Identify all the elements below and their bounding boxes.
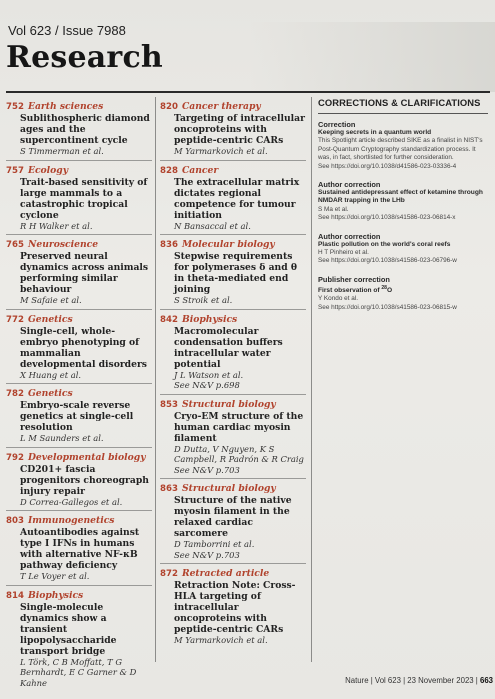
- article-authors: S Timmerman et al.: [20, 146, 104, 156]
- page-number: 803: [6, 516, 24, 526]
- correction-item[interactable]: [318, 275, 488, 312]
- volume-issue: Vol 623 / Issue 7988: [8, 23, 126, 38]
- section-label: Ecology: [27, 164, 69, 176]
- section-label: Cancer therapy: [181, 101, 261, 112]
- page-number: 820: [160, 102, 178, 112]
- toc-entry[interactable]: [6, 511, 152, 586]
- page-number: 836: [160, 240, 178, 250]
- article-title: Retraction Note: Cross-HLA targeting of intracellular oncoproteins with peptide-centric CARs: [174, 580, 296, 635]
- correction-type: Author correction: [318, 231, 381, 241]
- section-label: Retracted article: [181, 568, 270, 579]
- page-number: 828: [160, 165, 178, 176]
- section-label: Neuroscience: [27, 239, 99, 250]
- footer-page-number: 663: [479, 676, 493, 685]
- toc-entry[interactable]: [6, 384, 152, 448]
- section-label: Biophysics: [27, 589, 84, 601]
- page-footer: Nature | Vol 623 | 23 November 2023 | 663: [345, 676, 493, 685]
- section-label: Molecular biology: [181, 239, 275, 250]
- toc-entry[interactable]: [160, 310, 306, 395]
- toc-entry[interactable]: [160, 97, 306, 161]
- article-title: Single-molecule dynamics show a transient lipopolysaccharide transport bridge: [20, 601, 117, 657]
- contents-column-1: [6, 97, 152, 691]
- toc-entry[interactable]: [6, 310, 152, 385]
- article-authors: N Bansaccal et al.: [174, 220, 251, 231]
- section-label: Genetics: [27, 313, 73, 325]
- page-number: 814: [6, 590, 24, 601]
- contents-column-2: [160, 97, 306, 649]
- correction-authors: S Ma et al.: [318, 205, 349, 213]
- corrections-heading: CORRECTIONS & CLARIFICATIONS: [318, 97, 481, 108]
- bleed-through-shadow: [250, 22, 495, 92]
- article-authors: L Törk, C B Moffatt, T G Bernhardt, E C Garner & D Kahne: [20, 656, 137, 688]
- page-number: 772: [6, 314, 24, 325]
- article-authors: L M Saunders et al.: [20, 433, 104, 443]
- section-label: Developmental biology: [27, 451, 146, 463]
- article-authors: D Tamborrini et al.: [174, 539, 255, 549]
- section-label: Genetics: [27, 388, 73, 399]
- article-authors: T Le Voyer et al.: [20, 571, 90, 581]
- page-number: 752: [6, 102, 24, 112]
- correction-title: [318, 284, 488, 296]
- article-authors: D Correa-Gallegos et al.: [20, 496, 123, 507]
- article-title: Sublithospheric diamond ages and the supercontinent cycle: [20, 113, 150, 146]
- correction-item[interactable]: [318, 120, 488, 171]
- page-title: Research: [6, 40, 163, 75]
- article-title: Cryo-EM structure of the human cardiac myosin filament: [174, 410, 304, 444]
- section-label: Structural biology: [181, 483, 276, 494]
- article-title: Targeting of intracellular oncoproteins with peptide-centric CARs: [174, 113, 305, 146]
- page-number: 782: [6, 389, 24, 399]
- corrections-rule: [318, 113, 488, 114]
- see-reference: See N&V p.698: [174, 380, 240, 390]
- correction-link: See https://doi.org/10.1038/s41586-023-06815-w: [318, 303, 457, 311]
- correction-title-text: First observation of: [318, 287, 382, 295]
- correction-title-superscript: 28: [381, 284, 387, 291]
- article-title: CD201+ fascia progenitors choreograph injury repair: [20, 463, 149, 497]
- page-number: 792: [6, 452, 24, 463]
- article-title: Structure of the native myosin filament in the relaxed cardiac sarcomere: [174, 495, 292, 539]
- section-label: Cancer: [181, 164, 219, 176]
- see-reference: See N&V p.703: [174, 549, 240, 560]
- article-authors: D Dutta, V Nguyen, K S Campbell, R Padrón & R Craig: [174, 443, 304, 464]
- article-authors: M Safaie et al.: [20, 295, 82, 305]
- toc-entry[interactable]: [6, 586, 152, 692]
- article-title: Trait-based sensitivity of large mammals to a catastrophic tropical cyclone: [20, 176, 148, 221]
- correction-title: Plastic pollution on the world's coral reefs: [318, 240, 451, 248]
- correction-link: See https://doi.org/10.1038/s41586-023-06814-x: [318, 214, 456, 222]
- article-authors: X Huang et al.: [20, 369, 82, 380]
- column-divider: [311, 97, 312, 662]
- article-authors: R H Walker et al.: [20, 220, 93, 231]
- article-title: Embryo-scale reverse genetics at single-cell resolution: [20, 400, 134, 433]
- see-reference: See N&V p.703: [174, 464, 240, 475]
- column-divider: [155, 97, 156, 662]
- corrections-column: [318, 97, 488, 321]
- section-label: Earth sciences: [27, 101, 104, 112]
- toc-entry[interactable]: [160, 161, 306, 236]
- correction-type: Author correction: [318, 180, 381, 190]
- correction-type: Publisher correction: [318, 274, 390, 284]
- article-authors: M Yarmarkovich et al.: [174, 146, 268, 156]
- section-label: Biophysics: [181, 313, 238, 325]
- page-number: 853: [160, 399, 178, 410]
- article-authors: S Stroik et al.: [174, 295, 233, 305]
- correction-link: See https://doi.org/10.1038/s41586-023-06796-w: [318, 257, 457, 265]
- article-title: Stepwise requirements for polymerases δ and θ in theta-mediated end joining: [174, 251, 297, 295]
- toc-entry[interactable]: [160, 564, 306, 649]
- article-title: Macromolecular condensation buffers intracellular water potential: [174, 325, 283, 370]
- footer-volume: Vol 623: [374, 676, 401, 685]
- section-label: Structural biology: [181, 398, 276, 410]
- correction-type: Correction: [318, 120, 356, 129]
- toc-entry[interactable]: [160, 395, 306, 480]
- article-title: Preserved neural dynamics across animals performing similar behaviour: [20, 251, 149, 295]
- correction-title-text: O: [386, 287, 393, 295]
- toc-entry[interactable]: [6, 448, 152, 512]
- page-number: 757: [6, 165, 24, 176]
- page-number: 863: [160, 484, 178, 494]
- correction-authors: H T Pinheiro et al.: [318, 249, 369, 257]
- footer-journal: Nature: [345, 676, 369, 685]
- page-number: 842: [160, 314, 178, 325]
- toc-entry[interactable]: [6, 235, 152, 310]
- page-number: 765: [6, 240, 24, 250]
- correction-link: See https://doi.org/10.1038/d41586-023-03336-4: [318, 162, 457, 170]
- correction-item[interactable]: [318, 180, 488, 223]
- toc-entry[interactable]: [160, 479, 306, 564]
- correction-authors: Y Kondo et al.: [318, 295, 359, 303]
- toc-entry[interactable]: [6, 161, 152, 236]
- correction-item[interactable]: [318, 232, 488, 266]
- section-label: Immunogenetics: [27, 515, 115, 526]
- article-title: The extracellular matrix dictates regional competence for tumour initiation: [174, 176, 300, 221]
- page-number: 872: [160, 569, 178, 579]
- header-divider: [6, 91, 490, 93]
- toc-entry[interactable]: [6, 97, 152, 161]
- correction-body: This Spotlight article described SIKE as a finalist in NIST's Post-Quantum Cryptography standardization process. It was, in fact, shortlisted for further consideration.: [318, 137, 483, 162]
- footer-date: 23 November 2023: [407, 676, 474, 685]
- correction-title: Sustained antidepressant effect of ketamine through NMDAR trapping in the LHb: [318, 189, 483, 205]
- article-title: Single-cell, whole-embryo phenotyping of mammalian developmental disorders: [20, 325, 147, 370]
- toc-entry[interactable]: [160, 235, 306, 310]
- correction-title: Keeping secrets in a quantum world: [318, 129, 432, 136]
- article-authors: M Yarmarkovich et al.: [174, 635, 268, 645]
- article-title: Autoantibodies against type I IFNs in humans with alternative NF-κB pathway deficiency: [20, 527, 140, 571]
- article-authors: J L Watson et al.: [174, 369, 244, 380]
